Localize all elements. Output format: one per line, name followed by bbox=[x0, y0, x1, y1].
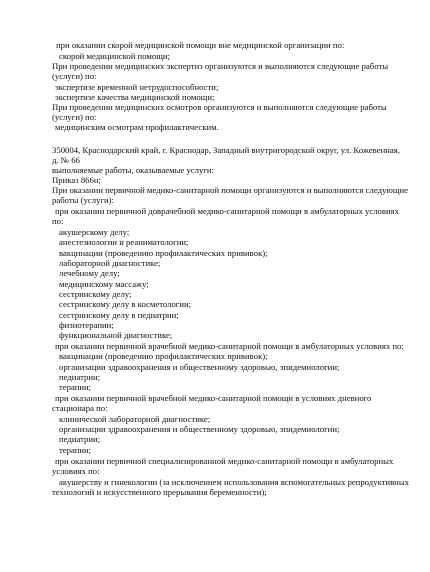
text-line: экспертизе временной нетрудоспособности; bbox=[55, 82, 219, 92]
text-line: д. № 66 bbox=[52, 155, 80, 165]
text-line: скорой медицинской помощи; bbox=[59, 51, 170, 61]
text-line: выполняемые работы, оказываемые услуги: bbox=[52, 165, 214, 175]
text-line: При оказании первичной медико-санитарной помощи организуются и выполняются следующие bbox=[52, 185, 409, 195]
text-line: 350004, Краснодарский край, г. Краснодар, Западный внутригородской округ, ул. Кожевенная, bbox=[52, 145, 400, 155]
text-line: сестринскому делу в педиатрии; bbox=[59, 310, 179, 320]
text-line: сестринскому делу; bbox=[59, 289, 132, 299]
text-line: медицинским осмотрам профилактическим. bbox=[55, 122, 219, 132]
text-line: при оказании первичной врачебной медико-санитарной помощи в амбулаторных условиях по: bbox=[55, 341, 404, 351]
text-line: анестезиологии и реаниматологии; bbox=[59, 237, 189, 247]
text-line: вакцинации (проведению профилактических прививок); bbox=[59, 351, 268, 361]
text-line: сестринскому делу в косметологии; bbox=[59, 299, 192, 309]
text-line: экспертизе качества медицинской помощи; bbox=[55, 92, 215, 102]
text-line: клинической лабораторной диагностике; bbox=[59, 414, 211, 424]
text-line: организации здравоохранения и общественному здоровью, эпидемиологии; bbox=[59, 362, 340, 372]
text-line: условиях по: bbox=[52, 466, 100, 476]
text-line: стационара по: bbox=[52, 403, 108, 413]
text-line: терапии; bbox=[59, 382, 92, 392]
text-line: педиатрии; bbox=[59, 434, 101, 444]
text-line: терапии; bbox=[59, 445, 92, 455]
text-line: лечебному делу; bbox=[59, 268, 120, 278]
text-line: функциональной диагностике; bbox=[59, 330, 173, 340]
text-line: при оказании первичной врачебной медико-санитарной помощи в условиях дневного bbox=[55, 393, 372, 403]
text-line: физиотерапии; bbox=[59, 320, 114, 330]
text-line: (услуги) по: bbox=[52, 71, 97, 81]
text-line: акушерству и гинекологии (за исключением использования вспомогательных репродуктивных bbox=[59, 477, 410, 487]
text-line: (услуги) по: bbox=[52, 112, 97, 122]
text-line: При проведении медицинских экспертиз организуются и выполняются следующие работы bbox=[52, 61, 389, 71]
text-line: при оказании первичной доврачебной медико-санитарной помощи в амбулаторных условиях bbox=[55, 206, 399, 216]
text-line: акушерскому делу; bbox=[59, 227, 130, 237]
text-line: при оказании первичной специализированной медико-санитарной помощи в амбулаторных bbox=[55, 456, 394, 466]
text-line: Приказ 866н; bbox=[52, 175, 101, 185]
text-line: организации здравоохранения и общественному здоровью, эпидемиологии; bbox=[59, 424, 340, 434]
text-line: вакцинации (проведению профилактических прививок); bbox=[59, 248, 268, 258]
text-line: лабораторной диагностике; bbox=[59, 258, 161, 268]
text-line: медицинскому массажу; bbox=[59, 279, 149, 289]
text-line: работы (услуги): bbox=[52, 195, 114, 205]
text-line: при оказании скорой медицинской помощи вне медицинской организации по: bbox=[56, 40, 345, 50]
text-line: технологий и искусственного прерывания беременности); bbox=[52, 487, 267, 497]
text-line: по: bbox=[52, 216, 64, 226]
text-line: При проведении медицинских осмотров организуются и выполняются следующие работы bbox=[52, 102, 387, 112]
text-line: педиатрии; bbox=[59, 372, 101, 382]
